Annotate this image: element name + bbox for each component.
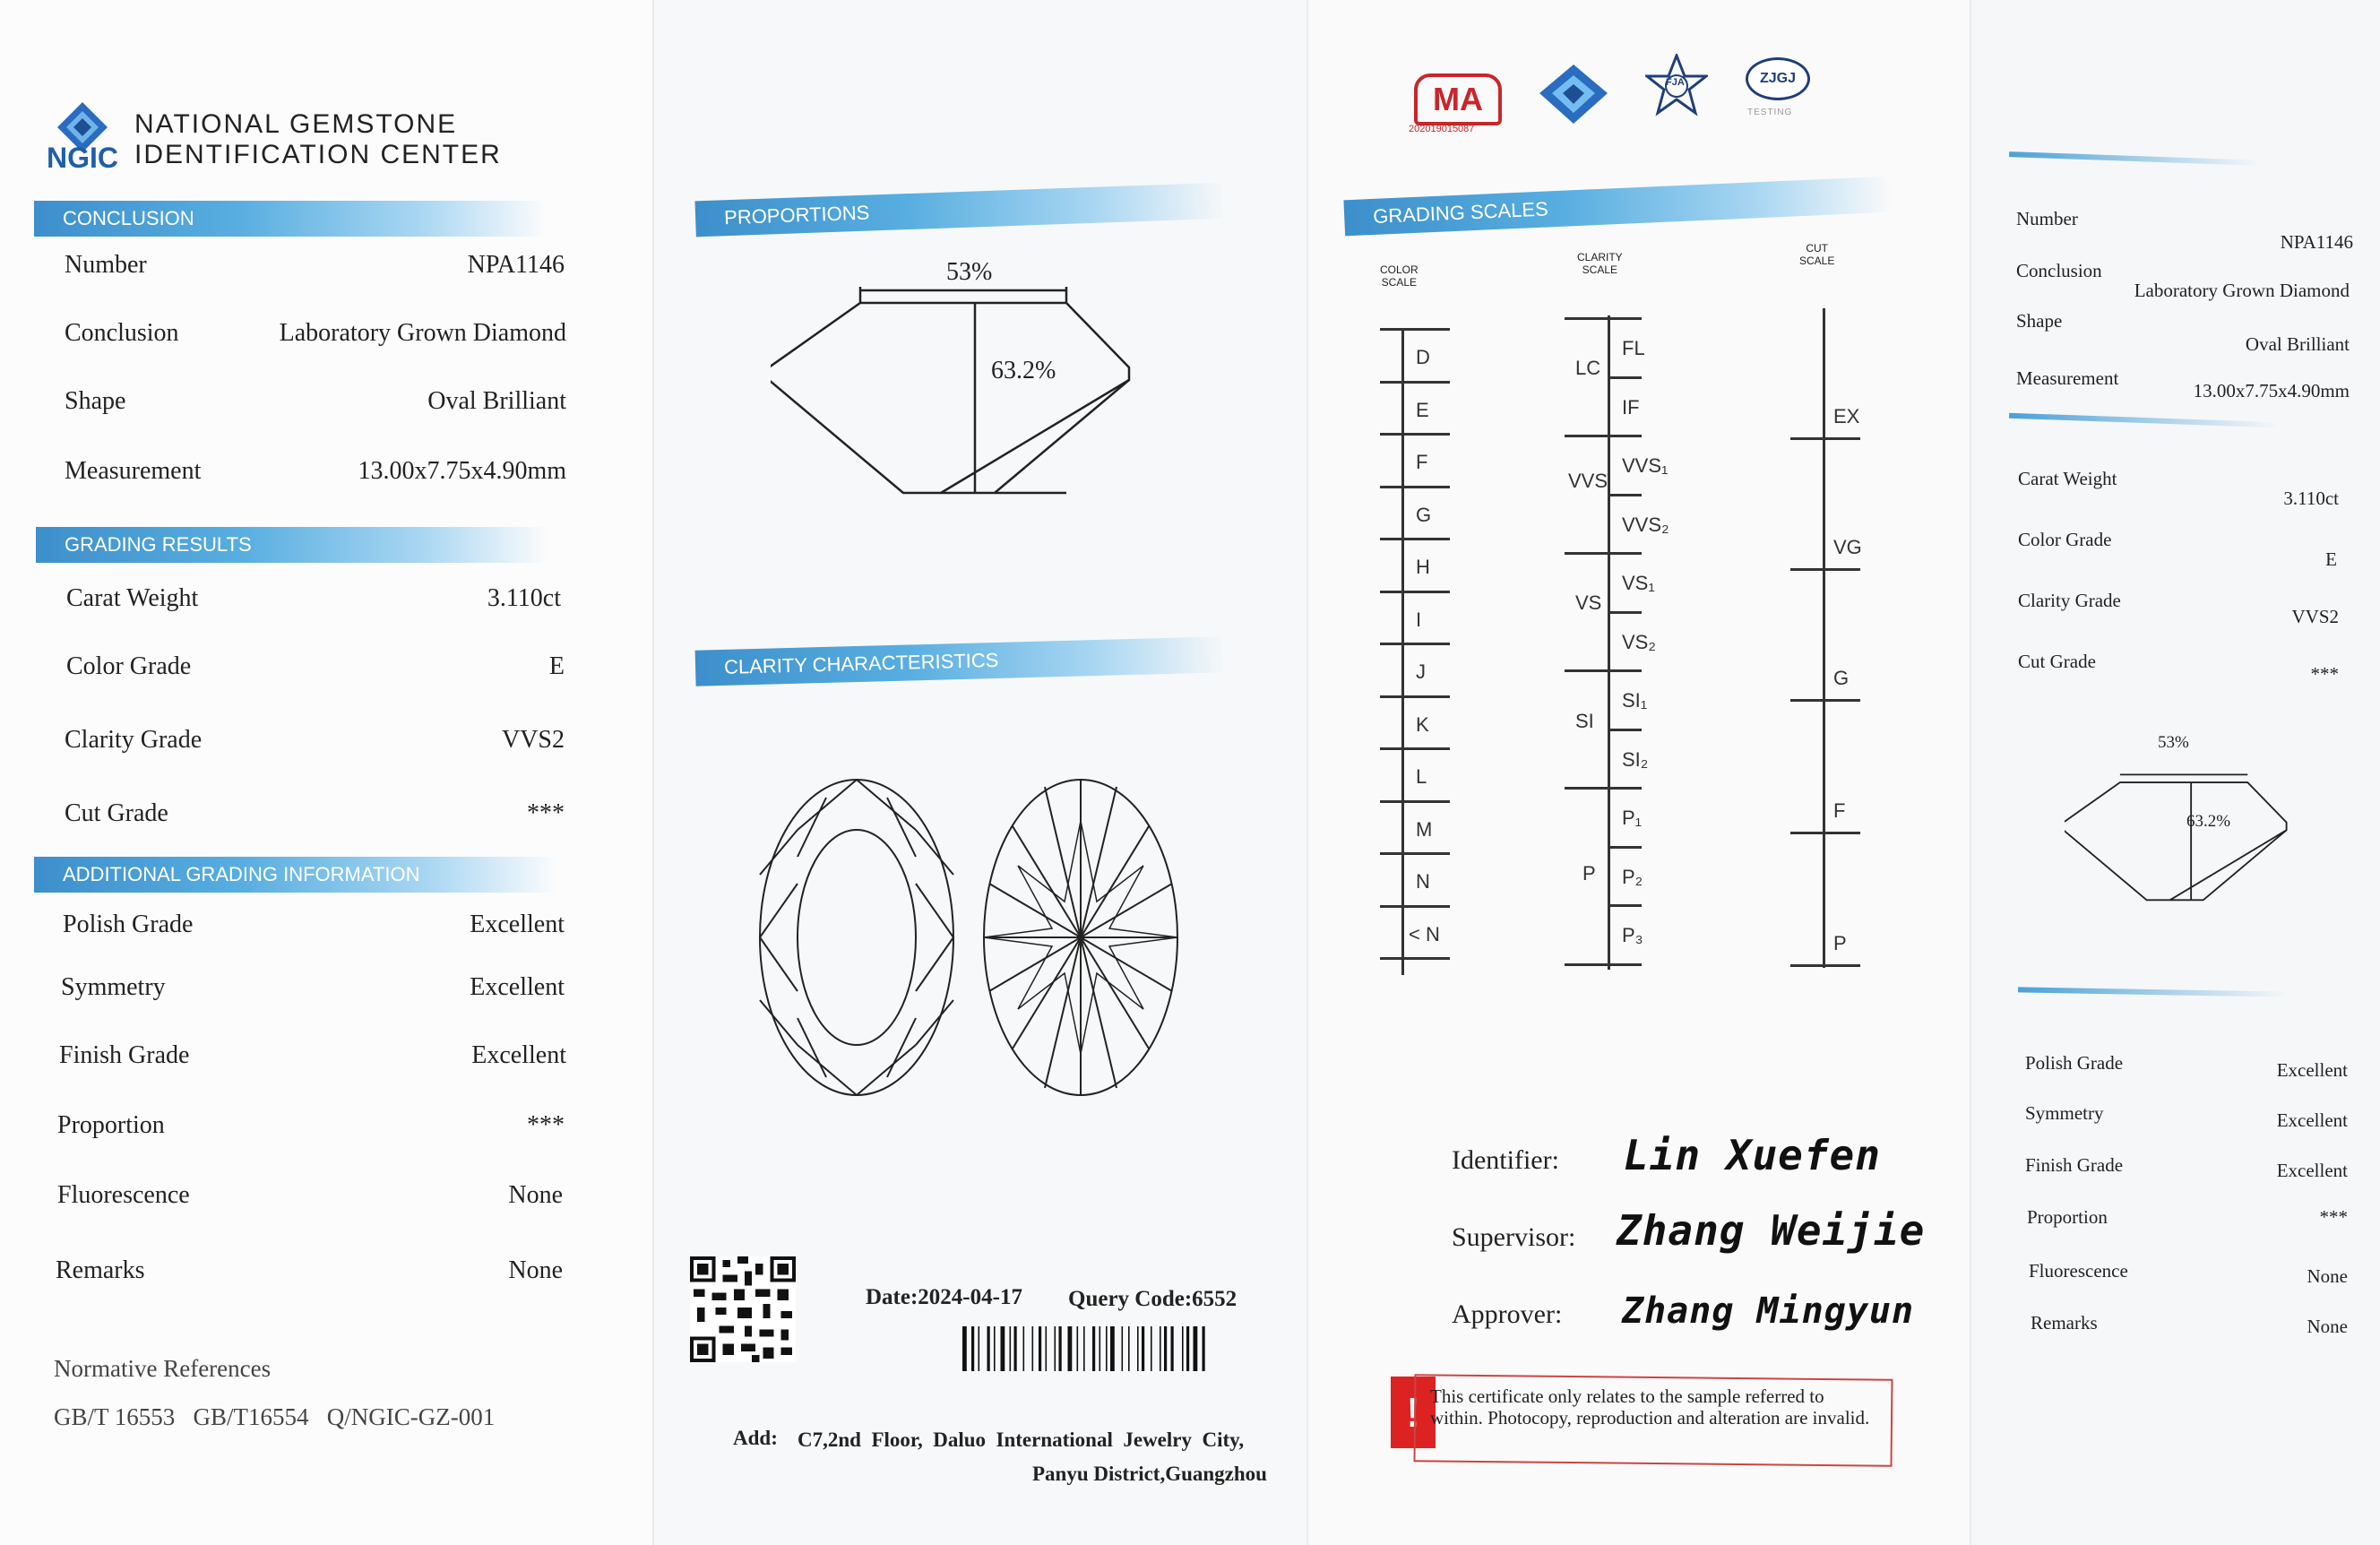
finish-row <box>0 1041 654 1086</box>
approver-signature: Zhang Mingyun <box>1622 1290 1915 1332</box>
shape-value: Oval Brilliant <box>427 387 566 415</box>
report-date: Date:2024-04-17 <box>866 1285 1022 1309</box>
color-scale-tick <box>1380 643 1450 645</box>
fluorescence-row <box>0 1181 654 1226</box>
depth-percentage: 63.2% <box>991 357 1056 384</box>
color-scale-tick <box>1380 695 1450 698</box>
summary-number-value: NPA1146 <box>2280 231 2353 253</box>
polish-row <box>0 911 654 955</box>
clarity-grade-3: VVS₂ <box>1622 513 1669 536</box>
clarity-grade-5: VS₂ <box>1622 630 1656 653</box>
cut-scale-tick <box>1790 964 1860 967</box>
fluorescence-label: Fluorescence <box>57 1181 190 1209</box>
clarity-scale-tick <box>1608 611 1642 614</box>
color-grade-6: J <box>1416 660 1426 683</box>
cut-grade-0: EX <box>1833 405 1860 427</box>
cut-scale-tick <box>1790 699 1860 702</box>
clarity-scale-tick <box>1608 494 1642 496</box>
color-grade-11: < N <box>1409 922 1440 945</box>
conclusion-section-header: CONCLUSION <box>34 201 547 237</box>
clarity-grade-7: SI₂ <box>1622 747 1649 771</box>
remarks-row <box>0 1256 654 1301</box>
clarity-row <box>0 726 654 771</box>
summary-proportion-value: *** <box>2319 1206 2348 1228</box>
proportion-label: Proportion <box>57 1111 165 1139</box>
color-grade-0: D <box>1416 346 1430 368</box>
color-scale-tick <box>1380 381 1450 384</box>
summary-clarity-value: VVS2 <box>2291 606 2339 627</box>
color-scale-tick <box>1380 486 1450 488</box>
grading-scales-section-header: GRADING SCALES <box>1343 177 1893 237</box>
clarity-scale-tick <box>1565 669 1642 672</box>
summary-finish-value: Excellent <box>2276 1160 2348 1181</box>
color-grade-5: I <box>1416 608 1422 631</box>
summary-color-value: E <box>2325 548 2337 570</box>
clarity-scale-tick <box>1608 846 1642 849</box>
identifier-signature: Lin Xuefen <box>1624 1131 1881 1179</box>
cut-scale-tick <box>1790 832 1860 834</box>
cut-scale-title: CUT SCALE <box>1799 242 1835 267</box>
summary-conclusion-value: Laboratory Grown Diamond <box>2134 280 2350 301</box>
summary-conclusion-label: Conclusion <box>2016 260 2102 281</box>
clarity-group-1: VVS <box>1568 470 1608 492</box>
clarity-scale-title: CLARITY SCALE <box>1577 251 1623 276</box>
clarity-scale-tick <box>1565 787 1642 790</box>
summary-cut-label: Cut Grade <box>2018 651 2096 672</box>
conclusion-value: Laboratory Grown Diamond <box>279 319 566 347</box>
zjgj-logo: ZJGJ <box>1746 57 1810 100</box>
summary-shape-value: Oval Brilliant <box>2245 333 2350 355</box>
normative-references-label: Normative References <box>54 1355 272 1382</box>
warning-icon: ! <box>1391 1377 1436 1448</box>
finish-label: Finish Grade <box>59 1041 190 1069</box>
color-grade-7: K <box>1416 712 1429 736</box>
grading-results-section-header: GRADING RESULTS <box>36 527 548 563</box>
shape-row <box>0 387 654 432</box>
number-value: NPA1146 <box>467 251 565 279</box>
summary-fluorescence-value: None <box>2307 1265 2348 1287</box>
cma-logo: MA <box>1414 73 1502 125</box>
cut-grade-4: P <box>1833 932 1847 954</box>
summary-divider <box>2009 413 2278 427</box>
summary-remarks-label: Remarks <box>2031 1312 2098 1334</box>
clarity-grade-0: FL <box>1622 337 1645 359</box>
carat-value: 3.110ct <box>487 584 561 612</box>
symmetry-row <box>0 973 654 1018</box>
color-label: Color Grade <box>66 652 192 680</box>
fluorescence-value: None <box>508 1181 563 1209</box>
supervisor-signature: Zhang Weijie <box>1617 1206 1926 1255</box>
zjgj-testing: TESTING <box>1747 108 1793 117</box>
clarity-grade-10: P₃ <box>1622 924 1643 946</box>
report-main-panel <box>0 0 654 1545</box>
address-line1: C7,2nd Floor, Daluo International Jewelry City, <box>798 1428 1245 1451</box>
cut-label: Cut Grade <box>65 799 168 827</box>
summary-shape-label: Shape <box>2016 310 2063 332</box>
clarity-grade-9: P₂ <box>1622 865 1643 888</box>
clarity-value: VVS2 <box>501 726 565 754</box>
clarity-characteristics-section-header: CLARITY CHARACTERISTICS <box>695 636 1227 686</box>
clarity-group-3: SI <box>1575 710 1594 732</box>
proportions-section-header: PROPORTIONS <box>694 183 1226 237</box>
summary-measurement-value: 13.00x7.75x4.90mm <box>2193 380 2350 401</box>
color-scale-axis <box>1401 328 1404 975</box>
summary-polish-label: Polish Grade <box>2025 1052 2124 1074</box>
summary-fluorescence-label: Fluorescence <box>2029 1260 2128 1282</box>
measurement-value: 13.00x7.75x4.90mm <box>358 457 566 485</box>
color-scale-tick <box>1380 538 1450 540</box>
conclusion-row <box>0 319 654 364</box>
summary-remarks-value: None <box>2307 1316 2348 1337</box>
barcode-icon <box>962 1326 1255 1371</box>
supervisor-label: Supervisor: <box>1452 1222 1576 1252</box>
blue-diamond-logo-icon <box>1538 63 1609 125</box>
measurement-label: Measurement <box>65 457 202 485</box>
measurement-row <box>0 457 654 502</box>
cut-grade-1: VG <box>1833 536 1862 558</box>
clarity-scale-tick <box>1608 729 1642 731</box>
symmetry-value: Excellent <box>470 973 565 1001</box>
cut-grade-2: G <box>1833 667 1850 689</box>
summary-table-percentage: 53% <box>2158 733 2189 752</box>
summary-number-label: Number <box>2016 208 2078 229</box>
carat-row <box>0 584 654 629</box>
approver-label: Approver: <box>1452 1299 1563 1329</box>
cut-value: *** <box>527 799 565 827</box>
address-label: Add: <box>733 1427 778 1449</box>
summary-proportion-label: Proportion <box>2027 1206 2108 1228</box>
address-line2: Panyu District,Guangzhou <box>1032 1463 1267 1485</box>
summary-polish-value: Excellent <box>2276 1059 2348 1081</box>
color-scale-tick <box>1380 957 1450 960</box>
grading-scales-panel <box>1308 0 1971 1545</box>
fja-logo-text: FJA <box>1666 77 1685 88</box>
summary-divider <box>2018 987 2287 997</box>
cut-scale-tick <box>1790 568 1860 571</box>
clarity-group-4: P <box>1582 862 1596 885</box>
clarity-group-2: VS <box>1575 591 1602 614</box>
qr-code-icon[interactable] <box>690 1251 796 1368</box>
logo-abbr: NGIC <box>47 142 118 174</box>
clarity-scale-tick <box>1565 317 1642 320</box>
color-scale-tick <box>1380 328 1450 331</box>
color-grade-3: G <box>1416 503 1432 526</box>
color-scale-tick <box>1380 591 1450 593</box>
org-name-line1: NATIONAL GEMSTONE <box>134 109 458 139</box>
summary-finish-label: Finish Grade <box>2025 1154 2124 1176</box>
clarity-scale-tick <box>1608 904 1642 907</box>
org-name-line2: IDENTIFICATION CENTER <box>134 140 502 169</box>
remarks-label: Remarks <box>56 1256 145 1284</box>
remarks-value: None <box>508 1256 563 1284</box>
symmetry-label: Symmetry <box>61 973 166 1001</box>
proportion-profile-diagram <box>771 269 1147 502</box>
clarity-grade-1: IF <box>1622 395 1640 419</box>
color-grade-4: H <box>1416 556 1430 578</box>
color-scale-tick <box>1380 433 1450 436</box>
clarity-scale-tick <box>1565 435 1642 437</box>
clarity-scale-tick <box>1608 376 1642 379</box>
polish-value: Excellent <box>470 911 565 938</box>
shape-label: Shape <box>65 387 126 415</box>
color-scale-tick <box>1380 800 1450 803</box>
cma-number: 202019015087 <box>1409 124 1475 134</box>
carat-label: Carat Weight <box>66 584 199 612</box>
cut-row <box>0 799 654 844</box>
table-percentage: 53% <box>946 258 993 286</box>
clarity-grade-6: SI₁ <box>1622 689 1648 712</box>
color-scale-tick <box>1380 905 1450 908</box>
color-scale-tick <box>1380 747 1450 750</box>
color-grade-9: M <box>1416 817 1433 841</box>
summary-depth-percentage: 63.2% <box>2186 812 2231 831</box>
summary-clarity-label: Clarity Grade <box>2018 590 2121 611</box>
proportion-row <box>0 1111 654 1156</box>
summary-symmetry-label: Symmetry <box>2025 1102 2104 1124</box>
diagram-panel <box>654 0 1308 1545</box>
clarity-grade-8: P₁ <box>1622 807 1643 829</box>
color-value: E <box>548 652 565 680</box>
color-grade-8: L <box>1416 765 1427 788</box>
color-grade-10: N <box>1416 870 1430 893</box>
summary-divider <box>2009 151 2260 166</box>
clarity-grade-2: VVS₁ <box>1622 454 1669 477</box>
summary-carat-label: Carat Weight <box>2018 468 2117 489</box>
proportion-value: *** <box>527 1111 565 1139</box>
identifier-label: Identifier: <box>1452 1145 1559 1175</box>
clarity-scale-axis <box>1608 315 1610 970</box>
color-grade-2: F <box>1416 451 1428 473</box>
finish-value: Excellent <box>471 1041 566 1069</box>
query-code: Query Code:6552 <box>1068 1287 1237 1311</box>
summary-color-label: Color Grade <box>2018 529 2112 550</box>
normative-references-list: GB/T 16553 GB/T16554 Q/NGIC-GZ-001 <box>54 1403 496 1430</box>
summary-card-panel <box>1971 0 2380 1545</box>
conclusion-label: Conclusion <box>65 319 179 347</box>
summary-measurement-label: Measurement <box>2016 367 2119 389</box>
clarity-group-0: LC <box>1575 357 1601 379</box>
color-row <box>0 652 654 697</box>
number-label: Number <box>65 251 147 279</box>
clarity-scale-tick <box>1565 963 1642 966</box>
additional-info-section-header: ADDITIONAL GRADING INFORMATION <box>34 857 557 893</box>
summary-cut-value: *** <box>2310 663 2339 685</box>
clarity-grade-4: VS₁ <box>1622 572 1655 594</box>
number-row <box>0 251 654 296</box>
color-grade-1: E <box>1416 398 1429 421</box>
polish-label: Polish Grade <box>63 911 194 938</box>
notice-text: This certificate only relates to the sample referred to within. Photocopy, reproduction and alteration are invalid. <box>1430 1385 1870 1428</box>
summary-carat-value: 3.110ct <box>2283 488 2339 509</box>
color-scale-title: COLOR SCALE <box>1380 263 1419 289</box>
clarity-scale-tick <box>1565 552 1642 555</box>
color-scale-tick <box>1380 852 1450 855</box>
clarity-plot-diagram <box>758 776 1242 1099</box>
summary-proportion-diagram <box>2065 753 2298 914</box>
cut-scale-axis <box>1823 308 1825 968</box>
cut-scale-tick <box>1790 437 1860 440</box>
summary-symmetry-value: Excellent <box>2276 1109 2348 1131</box>
cut-grade-3: F <box>1833 799 1846 822</box>
clarity-label: Clarity Grade <box>65 726 203 754</box>
